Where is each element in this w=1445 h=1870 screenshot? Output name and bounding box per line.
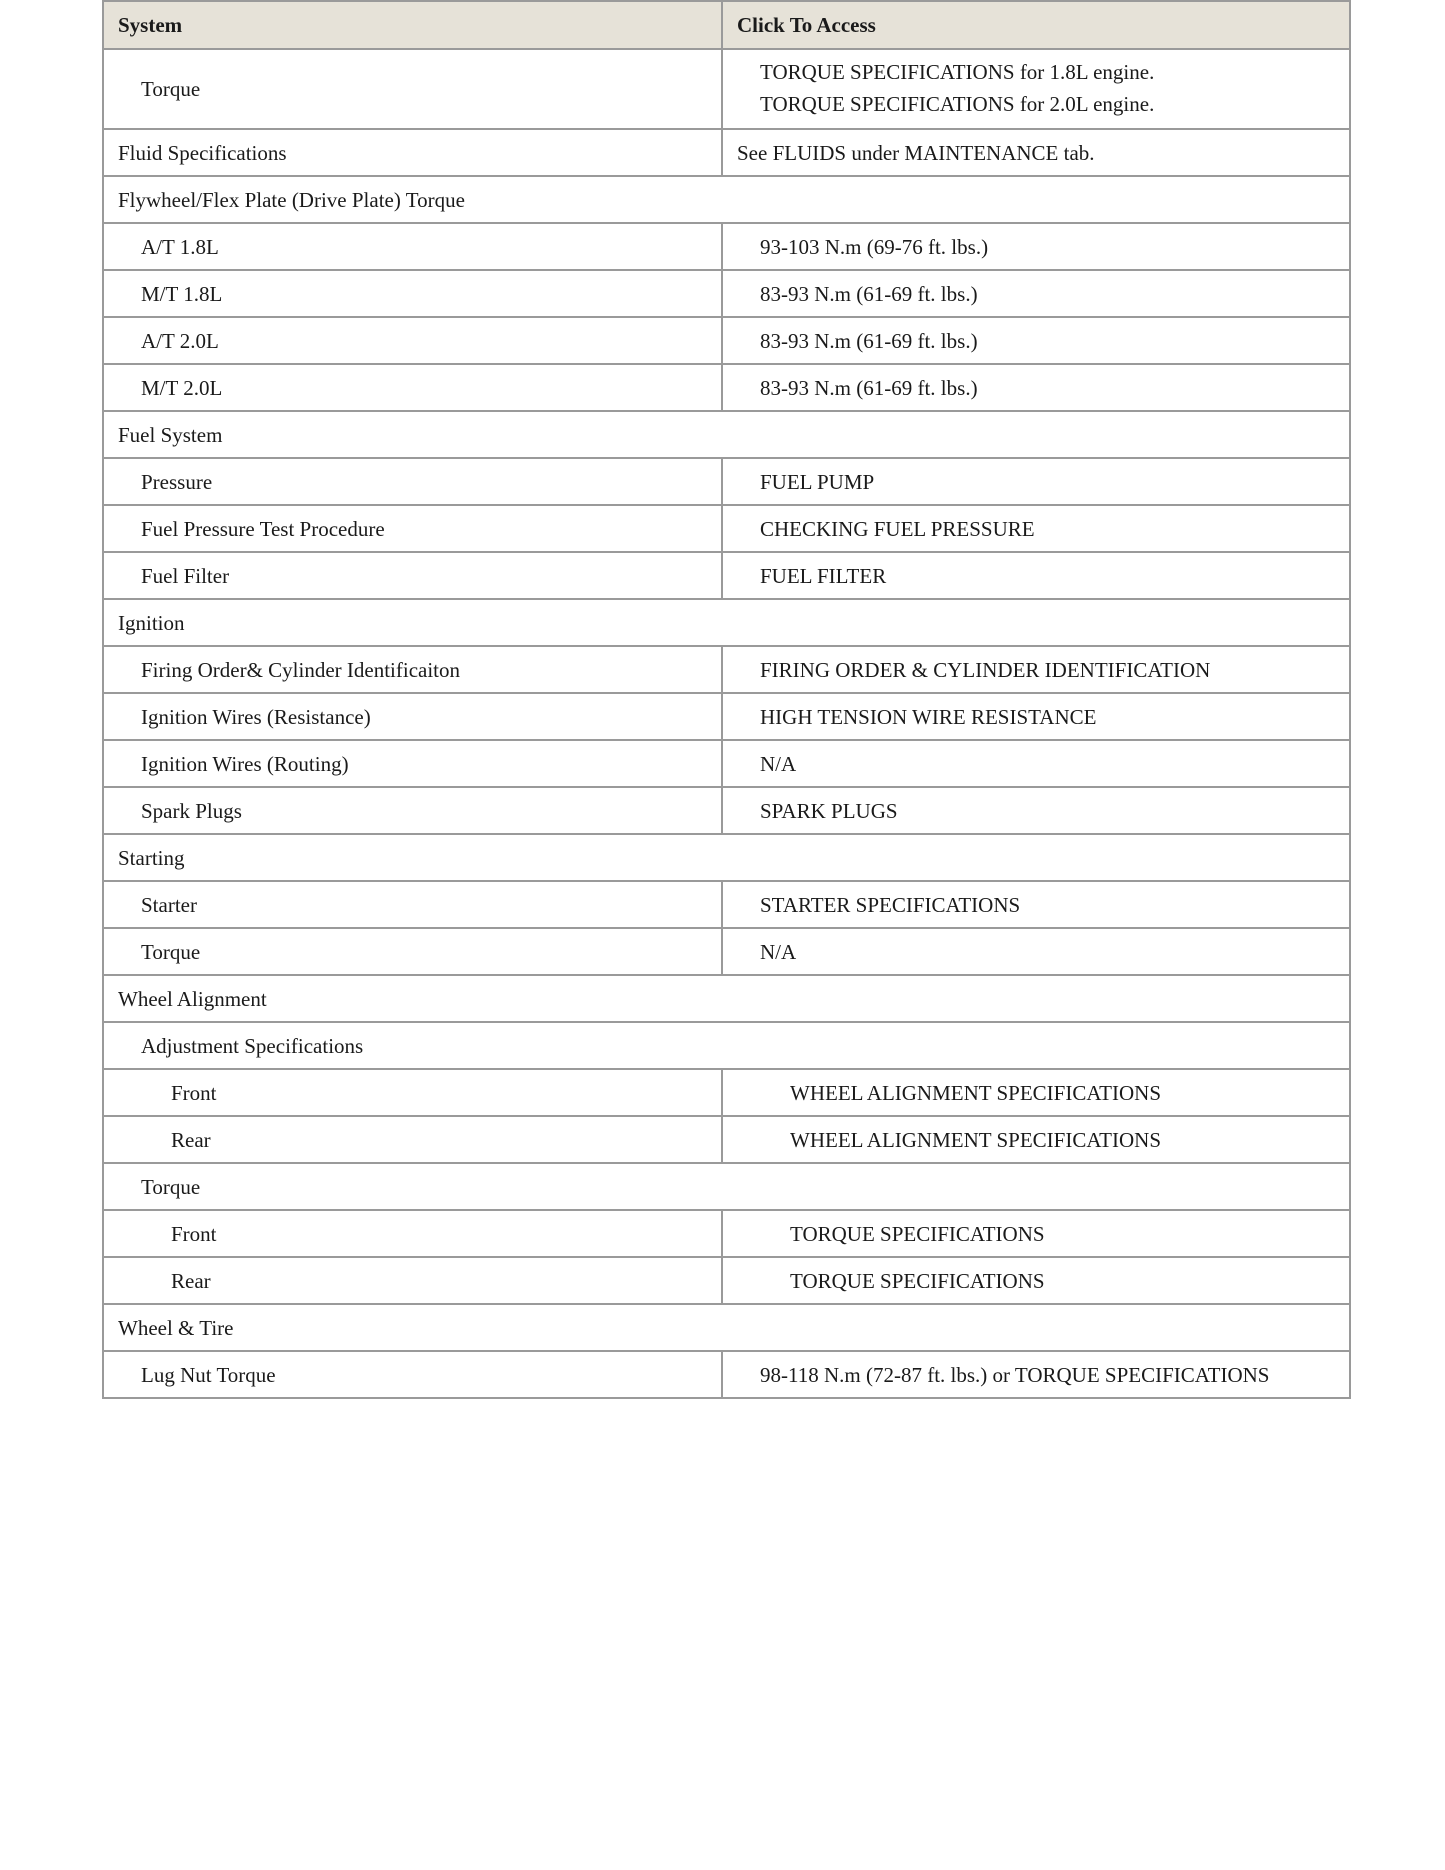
system-cell: M/T 1.8L — [103, 270, 722, 317]
access-link[interactable]: TORQUE SPECIFICATIONS for 2.0L engine. — [760, 92, 1155, 116]
access-cell — [722, 129, 1350, 176]
section-heading: Wheel & Tire — [103, 1304, 1350, 1351]
access-link[interactable]: TORQUE SPECIFICATIONS for 1.8L engine. — [760, 60, 1155, 84]
table-row — [103, 364, 1350, 411]
system-cell: Rear — [103, 1116, 722, 1163]
access-link[interactable]: 83-93 N.m (61-69 ft. lbs.) — [760, 375, 978, 400]
section-heading: Starting — [103, 834, 1350, 881]
section-row — [103, 975, 1350, 1022]
section-heading: Torque — [103, 1163, 1350, 1210]
system-cell: Firing Order& Cylinder Identificaiton — [103, 646, 722, 693]
section-heading: Fuel System — [103, 411, 1350, 458]
system-cell: Front — [103, 1069, 722, 1116]
system-cell: Rear — [103, 1257, 722, 1304]
access-cell — [722, 364, 1350, 411]
system-cell: Front — [103, 1210, 722, 1257]
access-link[interactable]: FIRING ORDER & CYLINDER IDENTIFICATION — [760, 657, 1211, 682]
access-link[interactable]: TORQUE SPECIFICATIONS — [790, 1268, 1045, 1293]
table-row — [103, 49, 1350, 129]
table-row — [103, 552, 1350, 599]
access-cell — [722, 646, 1350, 693]
access-link[interactable]: WHEEL ALIGNMENT SPECIFICATIONS — [790, 1080, 1161, 1105]
access-link[interactable]: N/A — [760, 751, 797, 776]
access-cell — [722, 505, 1350, 552]
access-cell — [722, 270, 1350, 317]
section-heading: Wheel Alignment — [103, 975, 1350, 1022]
access-link[interactable]: STARTER SPECIFICATIONS — [760, 892, 1021, 917]
table-row — [103, 1351, 1350, 1398]
table-row — [103, 317, 1350, 364]
system-cell: Fluid Specifications — [103, 129, 722, 176]
access-link[interactable]: 98-118 N.m (72-87 ft. lbs.) or TORQUE SPECIFICATIONS — [760, 1362, 1270, 1387]
access-cell — [722, 928, 1350, 975]
table-row — [103, 1069, 1350, 1116]
section-row — [103, 1163, 1350, 1210]
access-cell — [722, 881, 1350, 928]
section-row — [103, 411, 1350, 458]
table-row — [103, 1116, 1350, 1163]
section-row — [103, 599, 1350, 646]
section-row — [103, 834, 1350, 881]
access-link[interactable]: 83-93 N.m (61-69 ft. lbs.) — [760, 328, 978, 353]
table-row — [103, 928, 1350, 975]
table-row — [103, 129, 1350, 176]
access-cell — [722, 1116, 1350, 1163]
system-cell: Ignition Wires (Resistance) — [103, 693, 722, 740]
table-row — [103, 881, 1350, 928]
access-cell — [722, 787, 1350, 834]
access-cell — [722, 1210, 1350, 1257]
system-cell: A/T 2.0L — [103, 317, 722, 364]
table-row — [103, 1257, 1350, 1304]
system-cell: M/T 2.0L — [103, 364, 722, 411]
access-link[interactable]: 83-93 N.m (61-69 ft. lbs.) — [760, 281, 978, 306]
access-cell — [722, 552, 1350, 599]
access-cell — [722, 1257, 1350, 1304]
table-header — [103, 1, 1350, 49]
access-link[interactable]: TORQUE SPECIFICATIONS — [790, 1221, 1045, 1246]
access-link[interactable]: FUEL PUMP — [760, 469, 875, 494]
access-cell — [722, 49, 1350, 129]
access-column-header: Click To Access — [722, 1, 1350, 49]
system-cell: Starter — [103, 881, 722, 928]
access-link[interactable]: See FLUIDS under MAINTENANCE tab. — [737, 140, 1095, 165]
access-link[interactable]: CHECKING FUEL PRESSURE — [760, 516, 1035, 541]
section-heading: Flywheel/Flex Plate (Drive Plate) Torque — [103, 176, 1350, 223]
table-row — [103, 646, 1350, 693]
access-cell — [722, 317, 1350, 364]
system-column-header: System — [103, 1, 722, 49]
access-link[interactable]: 93-103 N.m (69-76 ft. lbs.) — [760, 234, 989, 259]
table-row — [103, 505, 1350, 552]
access-cell — [722, 223, 1350, 270]
access-link[interactable]: HIGH TENSION WIRE RESISTANCE — [760, 704, 1097, 729]
section-row — [103, 1022, 1350, 1069]
section-row — [103, 1304, 1350, 1351]
access-link[interactable]: WHEEL ALIGNMENT SPECIFICATIONS — [790, 1127, 1161, 1152]
system-cell: A/T 1.8L — [103, 223, 722, 270]
system-cell: Fuel Pressure Test Procedure — [103, 505, 722, 552]
access-cell — [722, 1351, 1350, 1398]
system-cell: Spark Plugs — [103, 787, 722, 834]
table-row — [103, 787, 1350, 834]
access-cell — [722, 740, 1350, 787]
section-heading: Ignition — [103, 599, 1350, 646]
table-row — [103, 270, 1350, 317]
table-row — [103, 1210, 1350, 1257]
access-cell — [722, 693, 1350, 740]
table-row — [103, 740, 1350, 787]
header-row — [103, 1, 1350, 49]
specifications-table — [102, 0, 1351, 1399]
table-row — [103, 223, 1350, 270]
access-link[interactable]: N/A — [760, 939, 797, 964]
access-link[interactable]: FUEL FILTER — [760, 563, 887, 588]
table-body — [103, 49, 1350, 1398]
access-link[interactable]: SPARK PLUGS — [760, 798, 898, 823]
system-cell: Ignition Wires (Routing) — [103, 740, 722, 787]
system-cell: Torque — [103, 49, 722, 129]
system-cell: Pressure — [103, 458, 722, 505]
section-row — [103, 176, 1350, 223]
table-row — [103, 458, 1350, 505]
table-row — [103, 693, 1350, 740]
access-cell — [722, 1069, 1350, 1116]
system-cell: Fuel Filter — [103, 552, 722, 599]
access-cell — [722, 458, 1350, 505]
system-cell: Torque — [103, 928, 722, 975]
section-heading: Adjustment Specifications — [103, 1022, 1350, 1069]
system-cell: Lug Nut Torque — [103, 1351, 722, 1398]
